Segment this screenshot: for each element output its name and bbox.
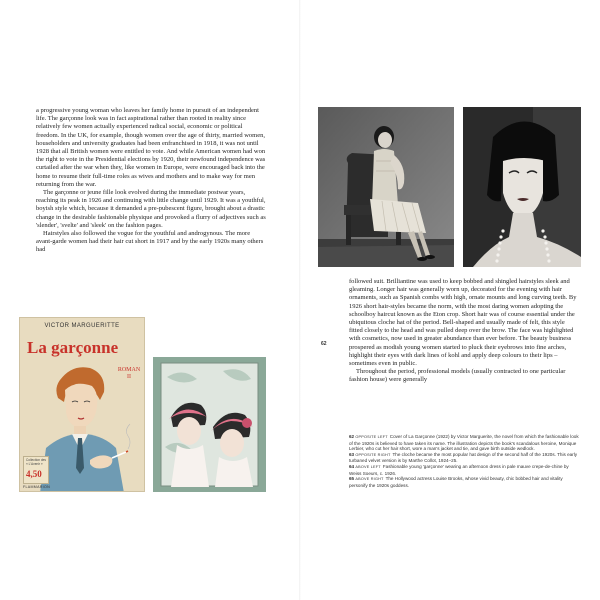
cover-price-box <box>23 456 49 484</box>
caption-64 <box>349 464 579 476</box>
caption-ref: 63 <box>349 451 355 457</box>
right-page-body <box>349 278 579 385</box>
cover-collection: Collection des « L'Avenir » <box>26 458 47 466</box>
right-paragraph-1: followed suit. Brilliantine was used to keep bobbed and shingled hairstyles sleek and gleaming. Longer hair was generally worn up, decorated for the evening with hair ornaments, such as Spanish combs with high, ornate mounts and long curving teeth. By 1926 short hair-styles became the norm, with the most daring women adopting the schoolboy haircut known as the Eton crop. Short hair was of course essential under the ubiquitous cloche hat of the period. Bell-shaped and usually made of felt, this style fitted closely to the head and was pulled deep over the brow. The face was highlighted with cosmetics, now used in greater abundance than ever before. The beauty business prospered as modish young women started to pluck their eyebrows into fine arches, highlight their eyes with dark lines of kohl and apply deep colours to their lips – sometimes even in public. <box>349 278 577 368</box>
page-number: 62 <box>321 341 327 347</box>
portrait-photo <box>463 107 581 267</box>
figure-photo-seated-woman <box>318 107 454 267</box>
cloche-illustration <box>153 357 266 492</box>
caption-ref: 64 <box>349 463 355 469</box>
cover-price: 4,50 <box>26 469 42 479</box>
caption-62 <box>349 434 579 452</box>
cover-title: La garçonne <box>27 338 119 357</box>
cover-publisher: FLAMMARION <box>23 485 50 489</box>
caption-position: OPPOSITE RIGHT <box>355 452 391 457</box>
cover-roman-line2: II <box>127 374 131 380</box>
caption-position: ABOVE RIGHT <box>355 477 384 482</box>
caption-65 <box>349 476 579 488</box>
caption-ref: 65 <box>349 476 355 482</box>
left-paragraph-3: Hairstyles also followed the vogue for the youthful and androgynous. The more avant-garde women had their hair cut short in 1917 and by the early 1920s many others had <box>36 230 264 254</box>
right-paragraph-2: Throughout the period, professional models (usually contracted to one particular fashion house) were generally <box>349 368 566 384</box>
caption-text: Fashionable young 'garçonne' wearing an afternoon dress in pale mauve crepe-de-chine by Weiss Soeurs, c. 1926. <box>349 463 569 476</box>
caption-position: OPPOSITE LEFT <box>355 435 388 439</box>
caption-ref: 62 <box>349 434 355 439</box>
caption-text: The Hollywood actress Louise Brooks, whose vivid beauty, chic bobbed hair and vitality personify the 1920s goddess. <box>349 476 563 488</box>
figure-captions <box>349 434 579 488</box>
cover-roman-line1: ROMAN <box>117 367 141 373</box>
caption-position: ABOVE LEFT <box>355 464 381 469</box>
caption-text: The cloche became the most popular hat design of the second half of the 1920s. This early turbaned velvet version is by Marthe Collot, 1924–25. <box>349 451 578 464</box>
caption-63 <box>349 452 579 464</box>
cover-author: VICTOR MARGUERITTE <box>44 323 120 329</box>
figure-photo-portrait <box>463 107 581 267</box>
left-paragraph-2: The garçonne or jeune fille look evolved during the immediate postwar years, reaching its peak in 1926 and continuing with little change until 1929. It was a youthful, boyish style which, because it demanded a pre-pubescent figure, brought about a drastic change in the desirable fashionable physique and provoked a flurry of adjectives such as 'slender', 'svelte' and 'sleek' on the fashion pages. <box>36 189 266 229</box>
seated-woman-photo <box>318 107 454 267</box>
caption-text: Cover of La Garçonne (1922) by Victor Marguerite, the novel from which the fashionable look of the 1920s is believed to have taken its name. The illustration depicts the book's scandalous heroine, Monique Lerbier, who cut her hair short, wore a man's jacket and tie, and gave birth outside wedlock. <box>349 434 579 452</box>
figure-cloche-illustration <box>153 357 266 492</box>
gutter-shadow <box>299 0 301 600</box>
figure-book-cover <box>19 317 145 492</box>
left-page-body <box>36 107 267 255</box>
left-paragraph-1: a progressive young woman who leaves her family home in pursuit of an independent life. The garçonne look was in fact aspirational rather than rooted in reality since relatively few women actually experienced radical social, economic or political freedom. In the UK, for example, though women over the age of thirty, married women, householders and university graduates had been enfranchised in 1918, it was not until 1928 that all British women were entitled to vote. And while American women had won the right to vote in the Presidential elections by 1920, their newfound independence was curtailed after the war when they, like women in Europe, were encouraged back into the home to resume their full-time roles as wives and mothers and to make way for men returning from the war. <box>36 107 266 188</box>
